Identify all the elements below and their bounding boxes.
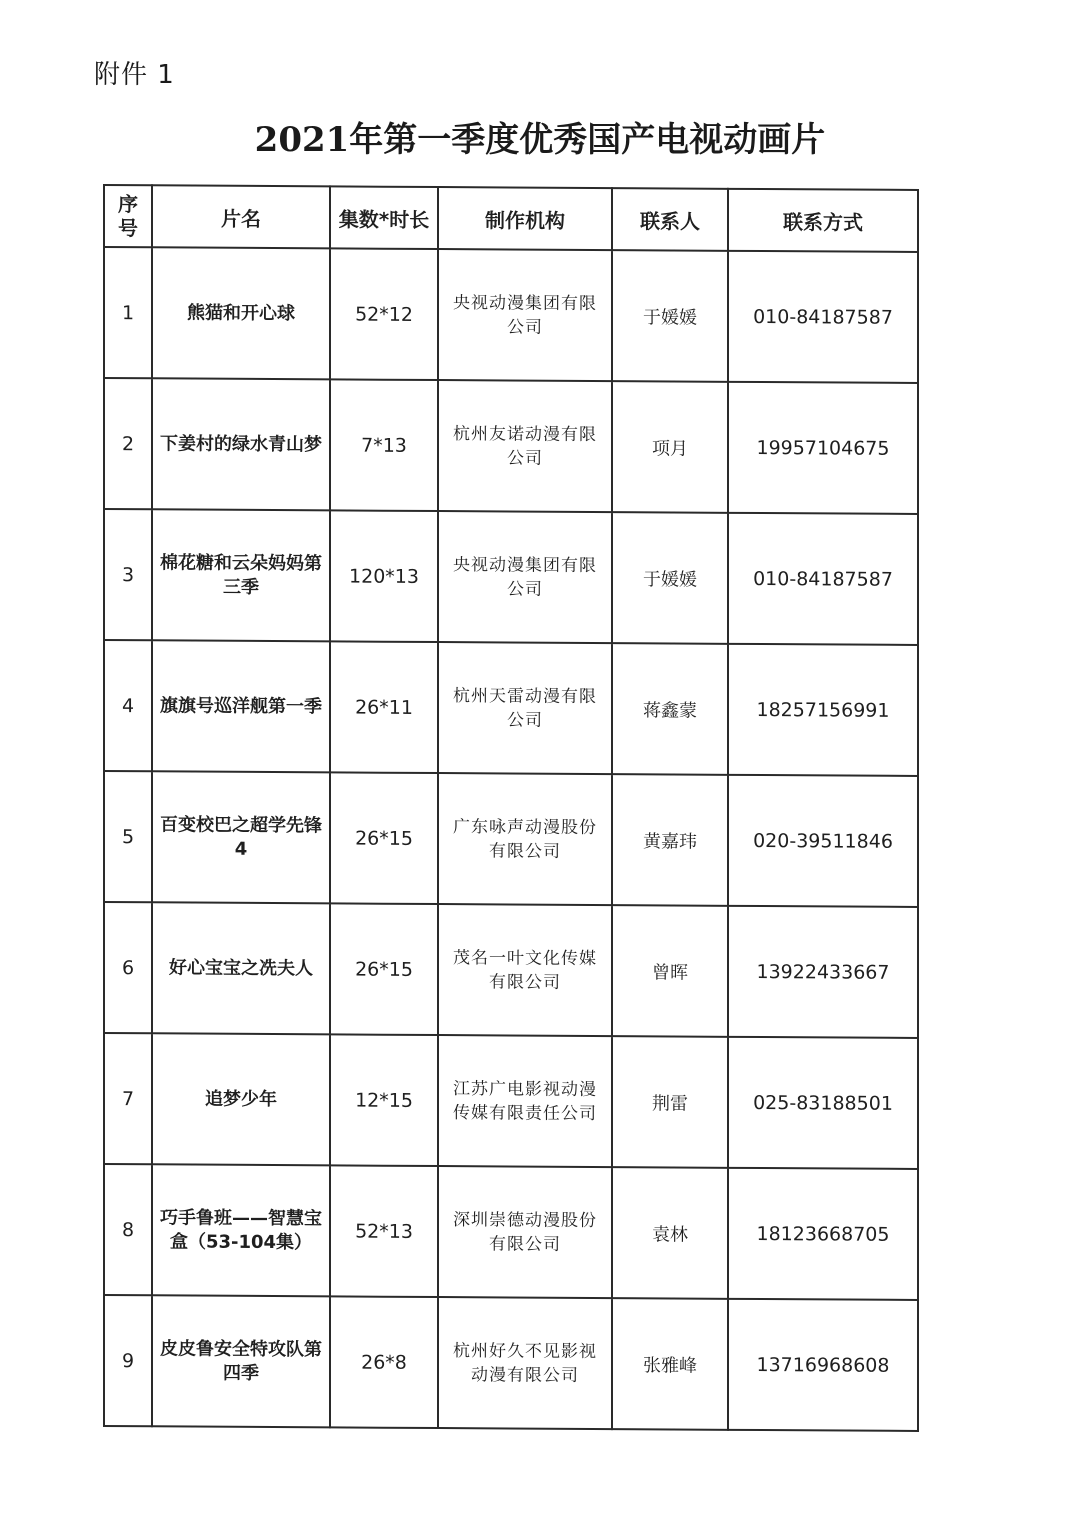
cell-contact: 袁林 [612,1167,728,1299]
animation-table [103,184,919,1432]
cell-episodes: 7*13 [330,379,438,511]
cell-producer: 杭州好久不见影视动漫有限公司 [438,1297,612,1429]
cell-seq: 7 [104,1033,152,1164]
document-title: 2021年第一季度优秀国产电视动画片 [254,120,826,160]
cell-phone: 13922433667 [728,906,918,1038]
table-row [104,902,918,1038]
cell-producer: 茂名一叶文化传媒有限公司 [438,904,612,1036]
table-row [104,771,918,907]
cell-producer: 杭州天雷动漫有限公司 [438,642,612,774]
cell-title: 熊猫和开心球 [152,247,330,379]
cell-contact: 蒋鑫蒙 [612,643,728,775]
cell-episodes: 52*13 [330,1165,438,1297]
cell-contact: 张雅峰 [612,1298,728,1430]
cell-title: 巧手鲁班——智慧宝盒（53-104集） [152,1164,330,1296]
cell-producer: 央视动漫集团有限公司 [438,249,612,381]
cell-seq: 6 [104,902,152,1033]
cell-seq: 8 [104,1164,152,1295]
cell-episodes: 26*15 [330,903,438,1035]
cell-seq: 2 [104,378,152,509]
cell-title: 下姜村的绿水青山梦 [152,378,330,510]
header-producer: 制作机构 [438,187,612,250]
cell-episodes: 26*15 [330,772,438,904]
table-header-row [104,185,918,252]
cell-title: 百变校巴之超学先锋4 [152,771,330,903]
cell-producer: 杭州友诺动漫有限公司 [438,380,612,512]
header-episodes: 集数*时长 [330,186,438,249]
cell-phone: 18257156991 [728,644,918,776]
cell-title: 棉花糖和云朵妈妈第三季 [152,509,330,641]
cell-episodes: 26*8 [330,1296,438,1428]
cell-phone: 19957104675 [728,382,918,514]
cell-title: 旗旗号巡洋舰第一季 [152,640,330,772]
table-row [104,1033,918,1169]
cell-title: 追梦少年 [152,1033,330,1165]
table-row [104,640,918,776]
cell-episodes: 120*13 [330,510,438,642]
cell-phone: 025-83188501 [728,1037,918,1169]
table-row [104,378,918,514]
header-contact: 联系人 [612,188,728,251]
cell-seq: 4 [104,640,152,771]
header-name: 片名 [152,185,330,248]
cell-phone: 020-39511846 [728,775,918,907]
cell-producer: 广东咏声动漫股份有限公司 [438,773,612,905]
cell-producer: 央视动漫集团有限公司 [438,511,612,643]
cell-phone: 010-84187587 [728,251,918,383]
cell-contact: 于媛媛 [612,512,728,644]
cell-producer: 江苏广电影视动漫传媒有限责任公司 [438,1035,612,1167]
cell-contact: 于媛媛 [612,250,728,382]
cell-seq: 9 [104,1295,152,1426]
cell-episodes: 52*12 [330,248,438,380]
cell-phone: 13716968608 [728,1299,918,1431]
cell-seq: 1 [104,247,152,378]
attachment-label: 附件 1 [94,60,175,90]
cell-contact: 曾晖 [612,905,728,1037]
cell-contact: 黄嘉玮 [612,774,728,906]
cell-phone: 010-84187587 [728,513,918,645]
cell-contact: 项月 [612,381,728,513]
cell-title: 好心宝宝之冼夫人 [152,902,330,1034]
cell-title: 皮皮鲁安全特攻队第四季 [152,1295,330,1427]
cell-contact: 荆雷 [612,1036,728,1168]
cell-episodes: 12*15 [330,1034,438,1166]
cell-producer: 深圳崇德动漫股份有限公司 [438,1166,612,1298]
table-row [104,247,918,383]
table-row [104,509,918,645]
table-row [104,1164,918,1300]
table-row [104,1295,918,1431]
cell-seq: 5 [104,771,152,902]
header-phone: 联系方式 [728,189,918,252]
cell-episodes: 26*11 [330,641,438,773]
cell-phone: 18123668705 [728,1168,918,1300]
header-seq: 序号 [104,185,152,247]
cell-seq: 3 [104,509,152,640]
